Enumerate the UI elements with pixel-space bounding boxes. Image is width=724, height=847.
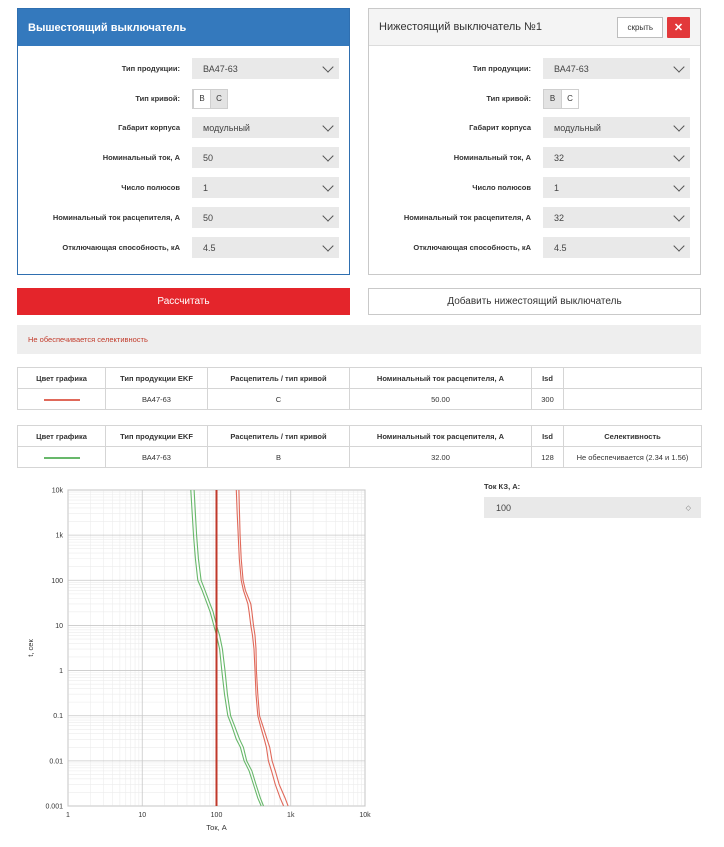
upper-panel-title: Вышестоящий выключатель [28,21,187,34]
col-header-color: Цвет графика [18,368,106,389]
form-row [18,88,349,109]
chevron-down-icon [673,120,684,131]
chevron-down-icon [673,150,684,161]
y-axis-label: t, сек [26,639,35,657]
field-label: Тип кривой: [486,94,531,103]
current-cell: 32.00 [350,447,532,468]
select-value: модульный [554,122,601,133]
kz-current-value: 100 [496,502,512,513]
select-dropdown[interactable] [192,147,339,168]
spinner-icon[interactable]: ◇ [685,504,691,512]
y-tick-label: 10k [51,487,63,495]
field-label: Габарит корпуса [118,123,180,132]
form-row [18,117,349,138]
chevron-down-icon [322,150,333,161]
chevron-down-icon [673,240,684,251]
field-label: Номинальный ток, А [102,153,180,162]
y-tick-label: 100 [51,577,63,585]
lower-panel-header [369,9,700,46]
y-tick-label: 0.01 [49,758,63,766]
color-cell [18,389,106,410]
y-tick-label: 1 [59,668,63,676]
form-row [18,58,349,79]
select-dropdown[interactable] [543,237,690,258]
form-row [18,177,349,198]
form-row [369,177,700,198]
select-value: модульный [203,122,250,133]
kz-current-label: Ток КЗ, А: [484,482,521,491]
select-dropdown[interactable] [192,117,339,138]
col-header-current: Номинальный ток расцепителя, А [350,426,532,447]
y-tick-label: 0.1 [53,713,63,721]
red-line-swatch [44,399,80,401]
chevron-down-icon [322,61,333,72]
field-label: Номинальный ток, А [453,153,531,162]
select-dropdown[interactable] [543,147,690,168]
chevron-down-icon [322,120,333,131]
color-cell [18,447,106,468]
isd-cell: 300 [532,389,564,410]
selectivity-cell [564,389,702,410]
form-row [369,58,700,79]
curve-cell: B [208,447,350,468]
field-label: Число полюсов [472,183,531,192]
time-current-chart [0,478,380,847]
select-value: ВА47-63 [554,63,589,74]
chevron-down-icon [322,240,333,251]
form-row [369,237,700,258]
select-value: 50 [203,152,214,163]
select-dropdown[interactable] [192,58,339,79]
x-tick-label: 1 [66,812,70,819]
field-label: Габарит корпуса [469,123,531,132]
col-header-product: Тип продукции EKF [106,426,208,447]
col-header-selectivity: Селективность [564,426,702,447]
col-header-curve: Расцепитель / тип кривой [208,368,350,389]
add-lower-breaker-button[interactable]: Добавить нижестоящий выключатель [368,288,701,315]
y-tick-label: 1k [55,532,63,540]
curve-type-toggle[interactable] [543,89,579,109]
isd-cell: 128 [532,447,564,468]
select-dropdown[interactable] [543,58,690,79]
chevron-down-icon [673,180,684,191]
x-tick-label: 10k [359,812,371,819]
table-row [18,447,702,468]
table-header-row [18,368,702,389]
curve-option-c[interactable]: C [561,90,578,108]
result-table-lower [17,425,702,468]
form-row [18,147,349,168]
form-row [18,207,349,228]
select-dropdown[interactable] [192,207,339,228]
x-tick-label: 1k [287,812,295,819]
curve-option-c[interactable]: C [210,90,227,108]
table-header-row [18,426,702,447]
x-tick-label: 100 [210,812,223,819]
field-label: Тип продукции: [472,64,531,73]
select-value: 4.5 [554,242,567,253]
select-dropdown[interactable] [543,177,690,198]
form-row [369,117,700,138]
lower-breaker-panel [368,8,701,275]
green-line-swatch [44,457,80,459]
y-tick-label: 10 [55,622,63,630]
form-row [369,147,700,168]
select-value: ВА47-63 [203,63,238,74]
field-label: Тип продукции: [121,64,180,73]
curve-option-b[interactable]: B [193,90,210,108]
selectivity-cell: Не обеспечивается (2.34 и 1.56) [564,447,702,468]
status-message: Не обеспечивается селективность [17,325,701,354]
select-value: 1 [554,182,560,193]
upper-breaker-panel [17,8,350,275]
hide-button[interactable]: скрыть [617,17,663,38]
select-value: 1 [203,182,209,193]
select-value: 50 [203,212,214,223]
select-dropdown[interactable] [192,237,339,258]
form-row [369,207,700,228]
current-cell: 50.00 [350,389,532,410]
chevron-down-icon [322,180,333,191]
select-value: 32 [554,152,565,163]
calculate-button[interactable]: Рассчитать [17,288,350,315]
curve-cell: C [208,389,350,410]
field-label: Отключающая способность, кА [413,243,531,252]
product-cell: ВА47-63 [106,447,208,468]
chevron-down-icon [322,210,333,221]
col-header-isd: Isd [532,426,564,447]
lower-panel-title: Нижестоящий выключатель №1 [379,21,542,33]
chevron-down-icon [673,61,684,72]
col-header-curve: Расцепитель / тип кривой [208,426,350,447]
select-value: 32 [554,212,565,223]
chevron-down-icon [673,210,684,221]
kz-current-input[interactable] [484,497,701,518]
y-tick-label: 0.001 [45,803,63,811]
field-label: Тип кривой: [135,94,180,103]
form-row [369,88,700,109]
curve-type-toggle[interactable] [192,89,228,109]
col-header-isd: Isd [532,368,564,389]
x-axis-label: Ток, А [206,823,227,832]
col-header-current: Номинальный ток расцепителя, А [350,368,532,389]
curve-option-b[interactable]: B [544,90,561,108]
col-header-color: Цвет графика [18,426,106,447]
col-header-product: Тип продукции EKF [106,368,208,389]
result-table-upper [17,367,702,410]
field-label: Номинальный ток расцепителя, А [52,213,180,222]
select-dropdown[interactable] [543,117,690,138]
upper-panel-header [18,9,349,46]
field-label: Число полюсов [121,183,180,192]
close-icon[interactable]: ✕ [667,17,690,38]
field-label: Номинальный ток расцепителя, А [403,213,531,222]
x-tick-label: 10 [138,812,147,819]
product-cell: ВА47-63 [106,389,208,410]
form-row [18,237,349,258]
col-header-empty [564,368,702,389]
table-row [18,389,702,410]
field-label: Отключающая способность, кА [62,243,180,252]
select-value: 4.5 [203,242,216,253]
select-dropdown[interactable] [192,177,339,198]
select-dropdown[interactable] [543,207,690,228]
